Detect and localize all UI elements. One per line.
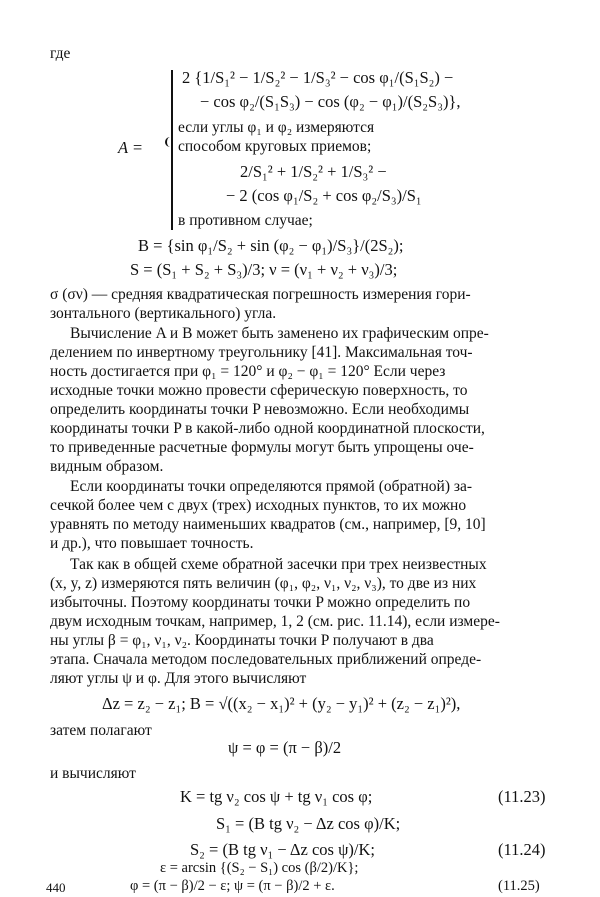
s-equation-number: (11.24) — [498, 840, 546, 859]
para4-line1: (x, y, z) измеряются пять величин (φ₁, φ₂, ν₁, ν₂, ν₃), то две из них — [50, 575, 477, 592]
para4-line2: избыточны. Поэтому координаты точки P можно определить по — [50, 594, 471, 611]
para4-line0: Так как в общей схеме обратной засечки при трех неизвестных — [70, 556, 487, 573]
brace-tip — [165, 137, 175, 147]
para4-line3: двум исходным точкам, например, 1, 2 (см. рис. 11.14), если измере- — [50, 613, 500, 630]
a-case2-line2: − 2 (cos φ₁/S₂ + cos φ₂/S₃)/S₁ — [226, 186, 422, 205]
s2-formula: S₂ = (B tg ν₁ − Δz cos ψ)/K; — [190, 840, 376, 859]
a-case2-cond: в противном случае; — [178, 212, 313, 229]
para1-line0: σ (σν) — средняя квадратическая погрешность измерения гори- — [50, 286, 471, 303]
para2-line5: координаты точки P в какой-либо одной координатной плоскости, — [50, 420, 485, 437]
eps-formula: ε = arcsin {(S₂ − S₁) cos (β/2)/K}; — [160, 860, 359, 876]
para3-line3: и др.), что повышает точность. — [50, 535, 254, 552]
para2-line0: Вычисление A и B может быть заменено их графическим опре- — [70, 325, 489, 342]
k-formula: K = tg ν₂ cos ψ + tg ν₁ cos φ; — [180, 787, 373, 806]
phi-equation-number: (11.25) — [498, 878, 540, 894]
para2-line2: ность достигается при φ₁ = 120° и φ₂ − φ₁ = 120° Если через — [50, 363, 446, 380]
a-case1-cond1: если углы φ₁ и φ₂ измеряются — [178, 119, 375, 136]
k-equation-number: (11.23) — [498, 787, 546, 806]
para3-line0: Если координаты точки определяются прямой (обратной) за- — [70, 478, 473, 495]
psi-formula: ψ = φ = (π − β)/2 — [228, 738, 342, 757]
a-label: A = — [118, 138, 144, 157]
para4-line6: ляют углы ψ и φ. Для этого вычисляют — [50, 670, 307, 687]
para2-line7: видным образом. — [50, 458, 164, 475]
delta-formula: Δz = z₂ − z₁; B = √((x₂ − x₁)² + (y₂ − y₁)² + (z₂ − z₁)²), — [102, 694, 461, 713]
and-compute: и вычисляют — [50, 765, 136, 782]
a-case1-line2: − cos φ₂/(S₁S₃) − cos (φ₂ − φ₁)/(S₂S₃)}, — [200, 92, 461, 111]
phi-formula: φ = (π − β)/2 − ε; ψ = (π − β)/2 + ε. — [130, 878, 335, 894]
then-set: затем полагают — [50, 722, 152, 739]
s1-formula: S₁ = (B tg ν₂ − Δz cos φ)/K; — [216, 814, 401, 833]
a-case2-line1: 2/S₁² + 1/S₂² + 1/S₃² − — [240, 162, 387, 181]
para2-line4: определить координаты точки P невозможно. Если необходимы — [50, 401, 470, 418]
a-case1-line1: 2 {1/S₁² − 1/S₂² − 1/S₃² − cos φ₁/(S₁S₂) − — [182, 68, 454, 87]
page-number: 440 — [46, 880, 66, 895]
brace — [171, 70, 173, 230]
b-formula: B = {sin φ₁/S₂ + sin (φ₂ − φ₁)/S₃}/(2S₂); — [138, 236, 404, 255]
para2-line3: исходные точки можно провести сферическую поверхность, то — [50, 382, 468, 399]
para4-line5: этапа. Сначала методом последовательных приближений опреде- — [50, 651, 482, 668]
para3-line2: уравнять по методу наименьших квадратов (см., например, [9, 10] — [50, 516, 486, 533]
para2-line1: делением по инвертному треугольнику [41]. Максимальная точ- — [50, 344, 473, 361]
s-formula: S = (S₁ + S₂ + S₃)/3; ν = (ν₁ + ν₂ + ν₃)/3; — [130, 260, 398, 279]
a-case1-cond2: способом круговых приемов; — [178, 138, 372, 155]
where-label: где — [50, 45, 71, 62]
para1-line1: зонтального (вертикального) угла. — [50, 305, 277, 322]
para2-line6: то приведенные расчетные формулы могут быть упрощены оче- — [50, 439, 474, 456]
para3-line1: сечкой более чем с двух (трех) исходных пунктов, то их можно — [50, 497, 467, 514]
para4-line4: ны углы β = φ₁, ν₁, ν₂. Координаты точки P получают в два — [50, 632, 434, 649]
